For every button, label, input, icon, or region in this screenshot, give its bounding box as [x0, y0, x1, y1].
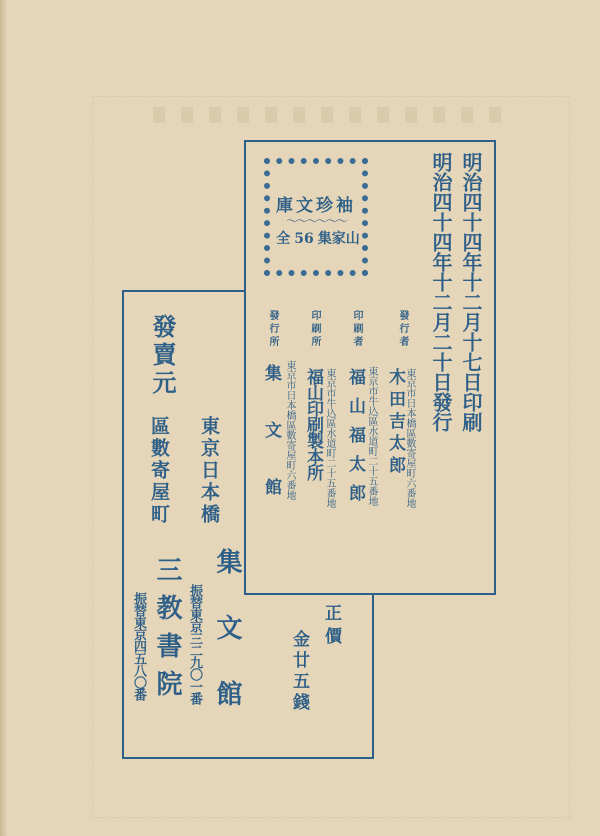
page-edge [0, 0, 8, 836]
firm1-account: 振替東京三二九〇一番 [187, 584, 202, 704]
subtitle: 山家集 [317, 230, 360, 247]
issuer-label: 發行所 [267, 310, 278, 349]
printer-label: 印刷者 [351, 310, 362, 349]
issue-date: 明治四十四年十二月二十日發行 [429, 152, 453, 432]
bleed-through-title [153, 107, 513, 123]
publisher-name: 木田吉太郎 [385, 368, 405, 478]
print-date: 明治四十四年十二月十七日印刷 [459, 152, 483, 432]
publisher-label: 發行者 [397, 310, 408, 349]
price-label: 正價 [321, 604, 341, 650]
printer-address: 東京市牛込區水道町二十五番地 [366, 366, 377, 506]
printshop-address: 東京市牛込區水道町二十五番地 [324, 368, 335, 508]
printshop-name: 福山印刷製本所 [303, 368, 323, 480]
seller-heading: 發賣元 [148, 314, 177, 398]
publisher-address: 東京市日本橋區數寄屋町六番地 [404, 368, 415, 508]
firm2-account: 振替東京四五八〇番 [131, 592, 146, 700]
colophon-box [244, 140, 496, 595]
series-title-frame [264, 158, 368, 276]
issuer-name: 集文館 [261, 364, 281, 535]
series-title: 袖珍文庫 [276, 195, 356, 216]
firm1-name: 集文館 [212, 548, 242, 746]
subtitle-row [272, 228, 359, 248]
subtitle-tag: 全 [276, 230, 291, 247]
seller-address-line1: 東京日本橋 [198, 416, 220, 526]
printshop-label: 印刷所 [309, 310, 320, 349]
price-value: 金廿五錢 [289, 630, 309, 714]
printer-name: 福山福太郎 [345, 368, 365, 513]
volume-number: 56 [294, 230, 314, 247]
firm2-name: 三教書院 [152, 556, 182, 708]
issuer-address: 東京市日本橋區數寄屋町六番地 [284, 360, 295, 500]
wave-ornament: ～～～～～～ [285, 213, 346, 228]
seller-address-line2: 區數寄屋町 [148, 416, 170, 526]
